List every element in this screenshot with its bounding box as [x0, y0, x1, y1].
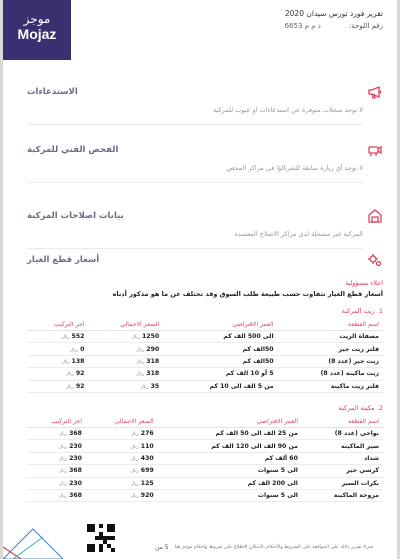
part-install [27, 465, 86, 477]
part-install-value: 230 [69, 454, 82, 462]
inspection-title: الفحص الفني للمركبة [27, 145, 119, 155]
gears-icon [367, 252, 383, 268]
part-price-value: 920 [140, 492, 154, 500]
part-name-value: زيت جير (عدد 8) [328, 357, 379, 365]
corner-decoration [3, 519, 63, 559]
part-price [86, 477, 158, 489]
part-price [88, 355, 163, 367]
parts-disclaimer [27, 279, 383, 298]
part-price [86, 440, 158, 452]
currency-label: ريال [58, 444, 68, 450]
engine-parts-group [27, 404, 383, 502]
part-name-value: فلتر زيت ماكينة [330, 382, 379, 390]
page-footer [155, 544, 373, 551]
part-life [158, 452, 302, 464]
page-number: 5 من [155, 544, 169, 551]
parts-title: أسعار قطع الغيار [27, 255, 100, 265]
part-life [158, 489, 302, 501]
currency-label: ريال [130, 469, 139, 475]
part-name [278, 343, 383, 355]
repairs-body: المركبة غير مسجلة لدى مراكز الاصلاح المعتمدة [27, 230, 363, 249]
col-name: اسم القطعة [278, 319, 383, 331]
part-life [158, 428, 302, 440]
recalls-section [27, 84, 383, 125]
part-life-value: الى 200 الف كم [247, 479, 298, 487]
part-price-value: 699 [140, 467, 154, 475]
part-price [86, 452, 158, 464]
part-life [163, 343, 277, 355]
part-price [88, 343, 163, 355]
part-install-value: 368 [69, 430, 82, 438]
part-name [302, 440, 383, 452]
plate-label: رقم اللوحة: [348, 22, 383, 30]
table-row [27, 440, 383, 452]
currency-label: ريال [131, 335, 140, 341]
part-name [278, 331, 383, 343]
col-price: السعر الاجمالي [88, 319, 163, 331]
part-name [278, 355, 383, 367]
inspection-section [27, 142, 383, 183]
part-install-value: 230 [69, 479, 82, 487]
footer-terms[interactable]: شراء تقرير ذلالة على الموافقة على الشروط والأحكام بالامكان الاطلاع على شروط واحكام موجز هنا [174, 545, 373, 550]
part-life [158, 477, 302, 489]
col-life: العمر الافتراضي [158, 416, 302, 428]
part-install [27, 368, 88, 380]
col-name: اسم القطعة [302, 416, 383, 428]
part-name [302, 477, 383, 489]
report-page [3, 0, 397, 559]
currency-label: ريال [65, 384, 74, 390]
parts-section [27, 252, 383, 268]
currency-label: ريال [65, 372, 74, 378]
part-life [163, 368, 277, 380]
part-price [88, 368, 163, 380]
currency-label: ريال [130, 494, 139, 500]
table-header-row [27, 319, 383, 331]
part-name-value: فلتر زيت جير [338, 345, 379, 353]
currency-label: ريال [130, 432, 139, 438]
part-name-value: كرسي جير [346, 467, 379, 475]
part-name-value: سير الماكينه [341, 442, 379, 450]
part-name-value: بواجي (عدد 8) [334, 430, 379, 438]
report-title: تقرير فورد تورس سيدان 2020 [284, 9, 383, 18]
part-name-value: مصفاة الزيت [339, 333, 379, 341]
recalls-title: الاستدعاءات [27, 87, 78, 97]
part-price-value: 125 [140, 479, 154, 487]
part-name [278, 368, 383, 380]
part-price-value: 318 [146, 357, 160, 365]
currency-label: ريال [58, 432, 68, 438]
currency-label: ريال [58, 456, 68, 462]
logo-arabic: موجز [23, 12, 51, 26]
part-name [302, 428, 383, 440]
part-install-value: 368 [69, 492, 82, 500]
part-install [27, 380, 88, 392]
part-life [158, 465, 302, 477]
part-price [86, 428, 158, 440]
part-life-value: الى 5 سنوات [257, 467, 298, 475]
part-name-value: مروحة الماكينة [333, 492, 379, 500]
part-install-value: 230 [69, 442, 82, 450]
part-install [27, 489, 86, 501]
table-row [27, 465, 383, 477]
table-row [27, 428, 383, 440]
megaphone-icon [367, 84, 383, 100]
currency-label: ريال [136, 359, 145, 365]
plate-value: د م م 6653 [284, 22, 321, 30]
part-name [278, 380, 383, 392]
part-install-value: 138 [71, 357, 85, 365]
part-install [27, 331, 88, 343]
inspection-tools-icon [367, 142, 383, 158]
currency-label: ريال [136, 347, 145, 353]
repairs-title: بيانات اصلاحات المركبة [27, 211, 124, 221]
part-name-value: زيت ماكينة (عدد 8) [320, 370, 379, 378]
part-price [88, 331, 163, 343]
part-install [27, 343, 88, 355]
part-life [163, 331, 277, 343]
part-name [302, 465, 383, 477]
part-install [27, 355, 88, 367]
part-install [27, 428, 86, 440]
part-name [302, 489, 383, 501]
currency-label: ريال [58, 481, 68, 487]
currency-label: ريال [140, 384, 149, 390]
part-life-value: من 90 الف الى 120 الف كم [211, 442, 298, 450]
part-life-value: من 25 الف الى 50 الف كم [215, 430, 298, 438]
part-life-value: الى 5 سنوات [257, 492, 298, 500]
table-row [27, 477, 383, 489]
part-name [302, 452, 383, 464]
part-life-value: الى 500 الف كم [223, 333, 274, 341]
part-name-value: بكرات السير [341, 479, 379, 487]
mojaz-logo [3, 0, 71, 60]
recalls-body: لا توجد سجلات متوفرة عن استدعاءات او عيوب للمركبة [27, 106, 363, 125]
plate-row [133, 21, 383, 32]
part-install [27, 477, 86, 489]
table-row [27, 331, 383, 343]
currency-label: ريال [136, 372, 145, 378]
table-row [27, 489, 383, 501]
part-install-value: 92 [75, 382, 85, 390]
part-price [88, 380, 163, 392]
table-row [27, 452, 383, 464]
part-install-value: 552 [71, 333, 85, 341]
part-price [86, 489, 158, 501]
part-price-value: 110 [140, 442, 154, 450]
part-price-value: 35 [150, 382, 160, 390]
part-life-value: من 5 الف الى 10 كم [209, 382, 274, 390]
garage-icon [367, 208, 383, 224]
currency-label: ريال [130, 444, 139, 450]
currency-label: ريال [58, 494, 68, 500]
part-install-value: 92 [75, 370, 85, 378]
part-price-value: 430 [140, 454, 154, 462]
part-price-value: 276 [140, 430, 154, 438]
part-life-value: 60 ألف كم [264, 454, 298, 462]
part-life-value: 5 أو 10 الف كم [225, 370, 274, 378]
part-install [27, 440, 86, 452]
part-install-value: 368 [69, 467, 82, 475]
group-title: 2. مكينة المركبة [338, 404, 383, 412]
part-price-value: 1250 [141, 333, 160, 341]
part-life-value: 50الف كم [242, 345, 274, 353]
currency-label: ريال [130, 456, 139, 462]
repairs-section [27, 208, 383, 249]
part-name-value: شداد [364, 454, 379, 462]
currency-label: ريال [70, 347, 79, 353]
engine-parts-table [27, 416, 383, 502]
disclaimer-text: أسعار قطع الغيار تتفاوت حسب طبيعة طلب السوق وقد تختلف عن ما هو مذكور أدناه [112, 290, 383, 298]
part-life [158, 440, 302, 452]
inspection-body: لا توجد أي زيارة سابقة للشركاؤا في مراكز المحص [27, 164, 363, 183]
table-header-row [27, 416, 383, 428]
part-life [163, 380, 277, 392]
part-life-value: 50الف كم [242, 357, 274, 365]
col-install: اجر التركيب [27, 319, 88, 331]
col-price: السعر الاجمالي [86, 416, 158, 428]
col-install: اجر التركيب [27, 416, 86, 428]
qr-code[interactable] [87, 524, 115, 552]
part-install-value: 0 [80, 345, 85, 353]
table-row [27, 343, 383, 355]
report-header [133, 8, 383, 32]
currency-label: ريال [58, 469, 68, 475]
part-price [86, 465, 158, 477]
part-price-value: 290 [146, 345, 160, 353]
part-price-value: 318 [146, 370, 160, 378]
group-title: 1. زيت المركبة [341, 307, 383, 315]
logo-latin: Mojaz [17, 26, 57, 42]
part-install [27, 452, 86, 464]
col-life: العمر الافتراضي [163, 319, 277, 331]
oil-parts-group [27, 307, 383, 393]
currency-label: ريال [61, 335, 70, 341]
table-row [27, 368, 383, 380]
part-life [163, 355, 277, 367]
currency-label: ريال [61, 359, 70, 365]
table-row [27, 355, 383, 367]
table-row [27, 380, 383, 392]
disclaimer-label: اخلاء مسؤولية [344, 279, 383, 287]
currency-label: ريال [130, 481, 139, 487]
oil-parts-table [27, 319, 383, 393]
